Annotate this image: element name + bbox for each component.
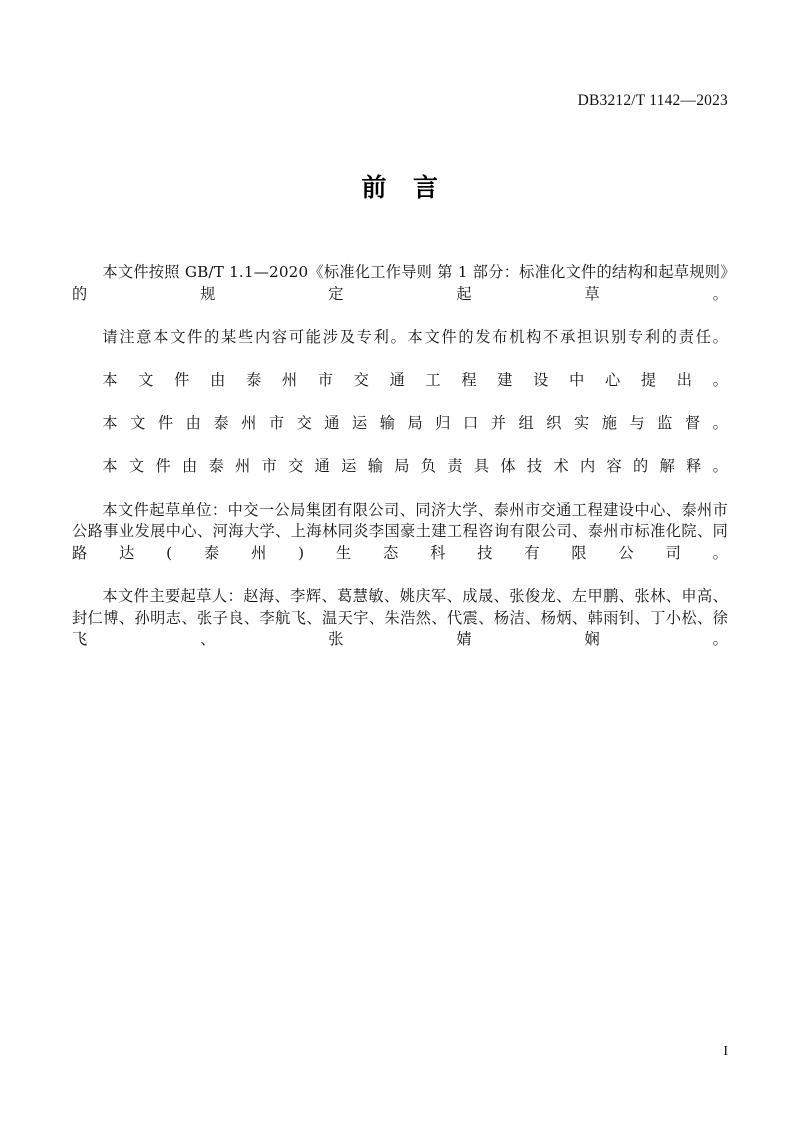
- foreword-paragraph: 本文件由泰州市交通工程建设中心提出。: [102, 370, 728, 389]
- page-footer: [72, 1044, 728, 1060]
- foreword-paragraph: 请注意本文件的某些内容可能涉及专利。本文件的发布机构不承担识别专利的责任。: [102, 327, 728, 346]
- foreword-paragraph-drafting-organizations: 本文件起草单位：中交一公局集团有限公司、同济大学、泰州市交通工程建设中心、泰州市公路事业发展中心、河海大学、上海林同炎李国豪土建工程咨询有限公司、泰州市标准化院、同路达(泰州)生态科技有限公司。: [72, 500, 728, 562]
- page-title-char-1: 前: [361, 173, 387, 202]
- page-title: [0, 168, 800, 204]
- standard-number: DB3212/T 1142—2023: [577, 92, 728, 109]
- foreword-body: [72, 262, 728, 672]
- foreword-paragraph: 本文件由泰州市交通运输局归口并组织实施与监督。: [102, 414, 728, 433]
- page-title-char-2: 言: [413, 173, 439, 202]
- page-number: I: [723, 1044, 728, 1059]
- foreword-paragraph: 本文件按照 GB/T 1.1—2020《标准化工作导则 第 1 部分：标准化文件的结构和起草规则》的规定起草。: [72, 263, 728, 303]
- running-header: [72, 92, 728, 110]
- foreword-paragraph-main-drafters: 本文件主要起草人：赵海、李辉、葛慧敏、姚庆军、成晟、张俊龙、左甲鹏、张林、申高、封仁博、孙明志、张子良、李航飞、温天宇、朱浩然、代震、杨洁、杨炳、韩雨钊、丁小松、徐飞、张婧娴。: [72, 586, 728, 649]
- foreword-paragraph: 本文件由泰州市交通运输局负责具体技术内容的解释。: [102, 457, 728, 476]
